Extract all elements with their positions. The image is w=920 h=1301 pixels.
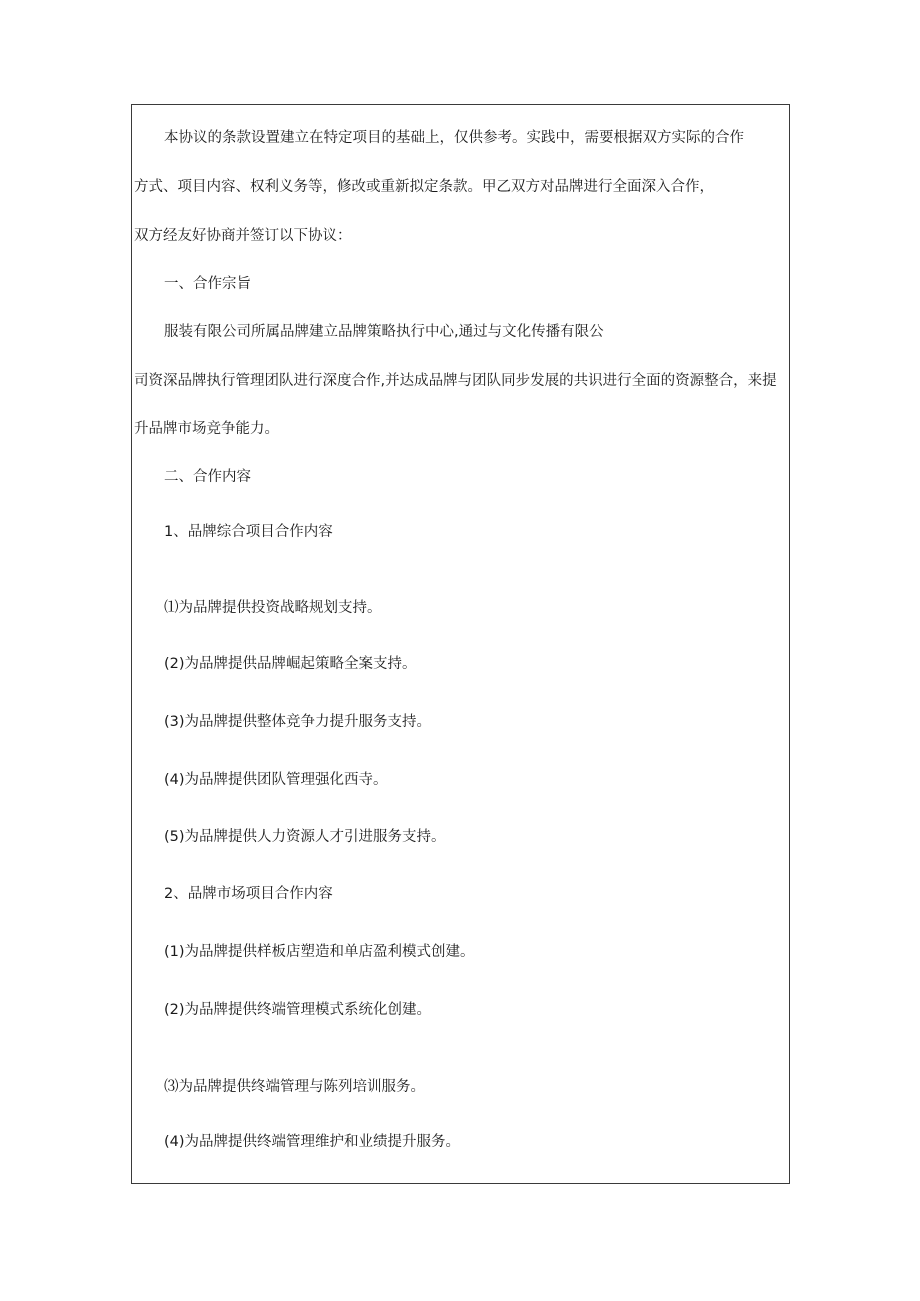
intro-line-3: 双方经友好协商并签订以下协议：	[134, 228, 352, 244]
sub-2-item-3: ⑶为品牌提供终端管理与陈列培训服务。	[164, 1079, 425, 1095]
section-1-heading: 一、合作宗旨	[164, 276, 251, 292]
sub-1-item-5: (5)为品牌提供人力资源人才引进服务支持。	[164, 829, 446, 845]
sub-1-item-2: (2)为品牌提供品牌崛起策略全案支持。	[164, 656, 417, 672]
intro-line-1: 本协议的条款设置建立在特定项目的基础上，仅供参考。实践中，需要根据双方实际的合作	[164, 130, 744, 146]
sub-2-item-1: (1)为品牌提供样板店塑造和单店盈利模式创建。	[164, 944, 475, 960]
sub-1-item-4: (4)为品牌提供团队管理强化西寺。	[164, 772, 388, 788]
sub-1-item-3: (3)为品牌提供整体竞争力提升服务支持。	[164, 714, 432, 730]
document-frame	[131, 104, 790, 1184]
sub-1-title: 1、品牌综合项目合作内容	[164, 524, 333, 540]
intro-line-2: 方式、项目内容、权利义务等，修改或重新拟定条款。甲乙双方对品牌进行全面深入合作，	[134, 179, 714, 195]
sub-1-item-1: ⑴为品牌提供投资战略规划支持。	[164, 600, 382, 616]
section-1-line-1: 服装有限公司所属品牌建立品牌策略执行中心,通过与文化传播有限公	[164, 324, 604, 340]
sub-2-title: 2、品牌市场项目合作内容	[164, 886, 333, 902]
section-1-line-2: 司资深品牌执行管理团队进行深度合作,并达成品牌与团队同步发展的共识进行全面的资源整合，来提	[134, 373, 777, 389]
sub-2-item-4: (4)为品牌提供终端管理维护和业绩提升服务。	[164, 1134, 461, 1150]
section-2-heading: 二、合作内容	[164, 469, 251, 485]
section-1-line-3: 升品牌市场竞争能力。	[134, 421, 279, 437]
sub-2-item-2: (2)为品牌提供终端管理模式系统化创建。	[164, 1002, 432, 1018]
